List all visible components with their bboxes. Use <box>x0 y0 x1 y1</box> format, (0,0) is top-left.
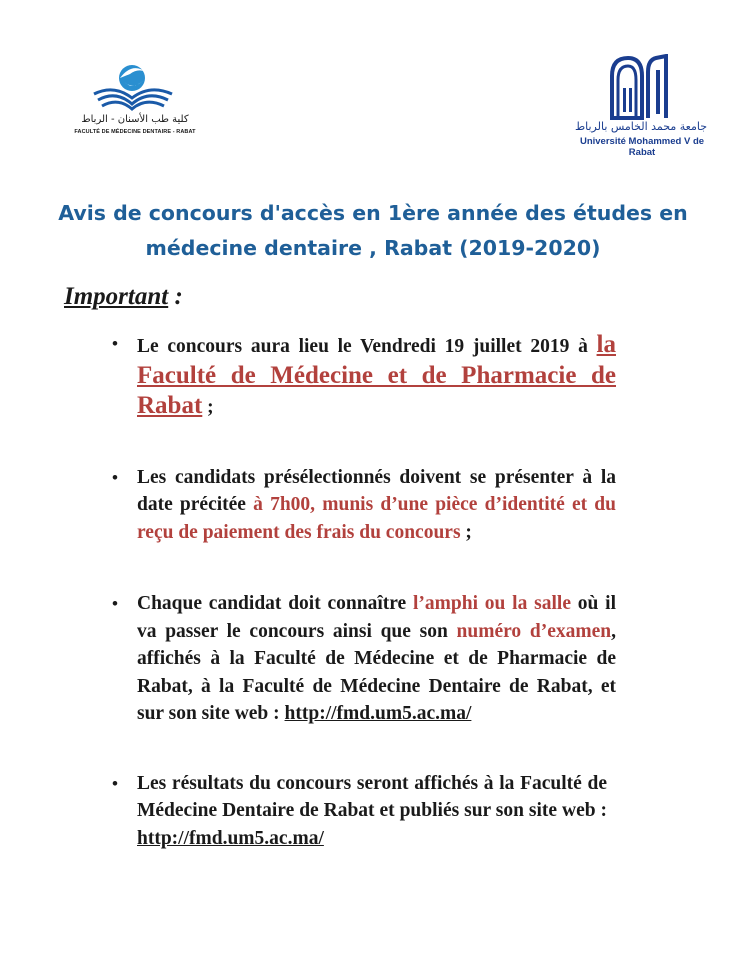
item-text: Chaque candidat doit connaître <box>137 593 413 614</box>
bullet-icon: • <box>112 334 118 353</box>
fmd-logo-french: FACULTÉ DE MÉDECINE DENTAIRE - RABAT <box>74 129 196 135</box>
item-highlight: numéro d’examen <box>456 620 612 642</box>
important-heading <box>64 283 183 311</box>
item-text: Le concours aura lieu le Vendredi 19 juillet 2019 à <box>137 336 597 357</box>
item-text: Les candidats présélectionnés doivent se présenter à la date précitée <box>137 466 616 515</box>
title-line-1: Avis de concours d'accès en 1ère année des études en <box>58 201 688 225</box>
important-label: Important <box>64 283 169 310</box>
important-colon: : <box>168 283 183 310</box>
title-line-2: médecine dentaire , Rabat (2019-2020) <box>145 236 601 260</box>
fmd-emblem-icon <box>80 56 190 114</box>
item-text: , affichés à la Faculté de Médecine et de Pharmacie de Rabat, à la Faculté de Médecine Dentaire de Rabat, et sur son site web : <box>137 620 616 724</box>
fmd-logo <box>72 56 198 140</box>
list-item <box>108 590 616 728</box>
notice-list <box>108 330 616 852</box>
um5-logo-french: Université Mohammed V de Rabat <box>579 136 705 158</box>
item-text: Les résultats du concours seront affichés à la Faculté de Médecine Dentaire de Rabat et publiés sur son site web : <box>137 772 607 821</box>
fmd-website-link[interactable]: http://fmd.um5.ac.ma/ <box>284 703 472 724</box>
fmd-logo-arabic: كلية طب الأسنان - الرباط <box>81 114 189 125</box>
fmd-website-link[interactable]: http://fmd.um5.ac.ma/ <box>137 827 324 849</box>
page-title <box>0 196 746 266</box>
list-item <box>108 464 616 547</box>
item-text: ; <box>460 521 472 543</box>
list-item <box>108 770 607 853</box>
item-highlight: la Faculté de Médecine et de Pharmacie de Rabat <box>137 331 616 419</box>
um5-logo-arabic: جامعة محمد الخامس بالرباط <box>574 120 708 133</box>
list-item <box>108 330 616 422</box>
um5-logo <box>572 54 712 158</box>
um5-arch-icon <box>608 54 674 120</box>
item-text: où il va passer le concours ainsi que son <box>137 593 616 642</box>
bullet-icon: • <box>112 467 118 487</box>
item-highlight: l’amphi ou la salle <box>413 593 571 614</box>
bullet-icon: • <box>112 594 118 613</box>
item-text: ; <box>202 397 214 418</box>
bullet-icon: • <box>112 773 118 793</box>
item-highlight: à 7h00, munis d’une pièce d’identité et du reçu de paiement des frais du concours <box>137 494 616 543</box>
